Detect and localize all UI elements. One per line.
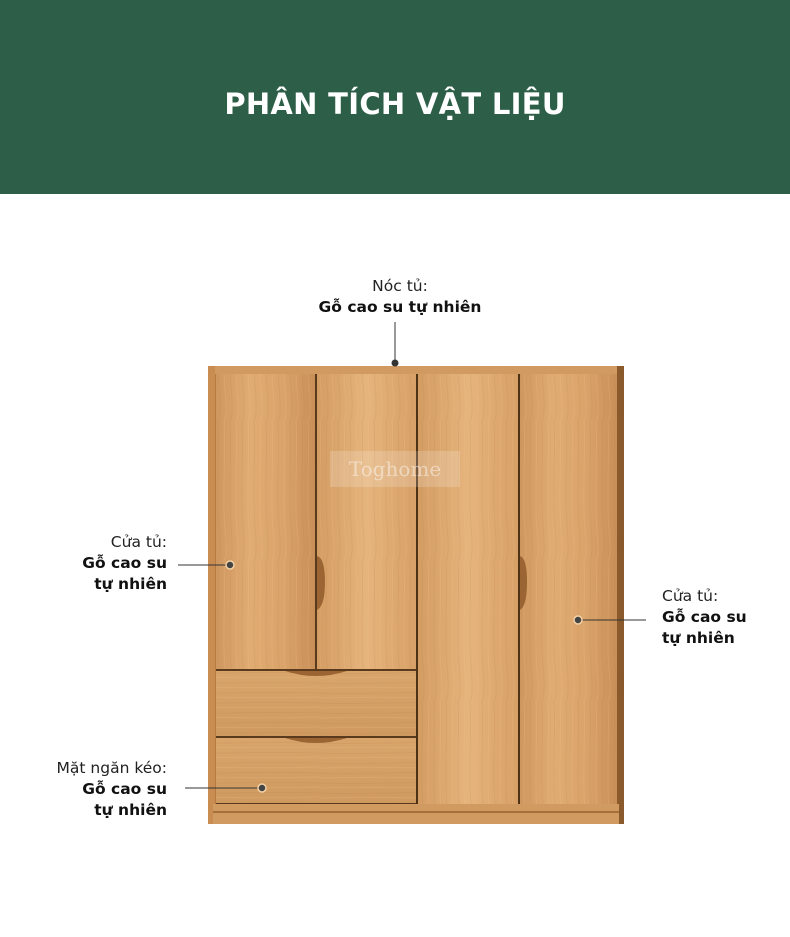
callout-drawer-material-1: Gỗ cao su xyxy=(82,780,167,798)
left-door-upper-2 xyxy=(317,374,416,669)
callout-top-title: Nóc tủ: xyxy=(372,277,428,295)
drawer-upper xyxy=(216,671,416,736)
watermark: Toghome xyxy=(330,451,460,487)
page-title: PHÂN TÍCH VẬT LIỆU xyxy=(224,87,566,121)
callout-drawer xyxy=(10,758,167,821)
wardrobe-top-panel xyxy=(213,366,619,374)
right-side-panel xyxy=(617,366,624,824)
callout-top-material: Gỗ cao su tự nhiên xyxy=(318,298,482,316)
callout-top xyxy=(300,276,500,318)
callout-left-door-material-2: tự nhiên xyxy=(94,575,167,593)
sliding-door-right xyxy=(520,374,617,804)
callout-left-door-material-1: Gỗ cao su xyxy=(82,554,167,572)
callout-right-door xyxy=(662,586,782,649)
left-door-upper-1 xyxy=(216,374,315,669)
callout-right-door-material-1: Gỗ cao su xyxy=(662,608,747,626)
callout-right-door-title: Cửa tủ: xyxy=(662,587,719,605)
callout-right-door-material-2: tự nhiên xyxy=(662,629,735,647)
callout-left-door-title: Cửa tủ: xyxy=(110,533,167,551)
callout-drawer-material-2: tự nhiên xyxy=(94,801,167,819)
sliding-door-left xyxy=(418,374,518,804)
left-side-panel xyxy=(208,366,215,824)
callout-drawer-title: Mặt ngăn kéo: xyxy=(56,759,167,777)
callout-left-door xyxy=(20,532,167,595)
drawer-lower xyxy=(216,738,416,803)
plinth xyxy=(213,804,619,824)
